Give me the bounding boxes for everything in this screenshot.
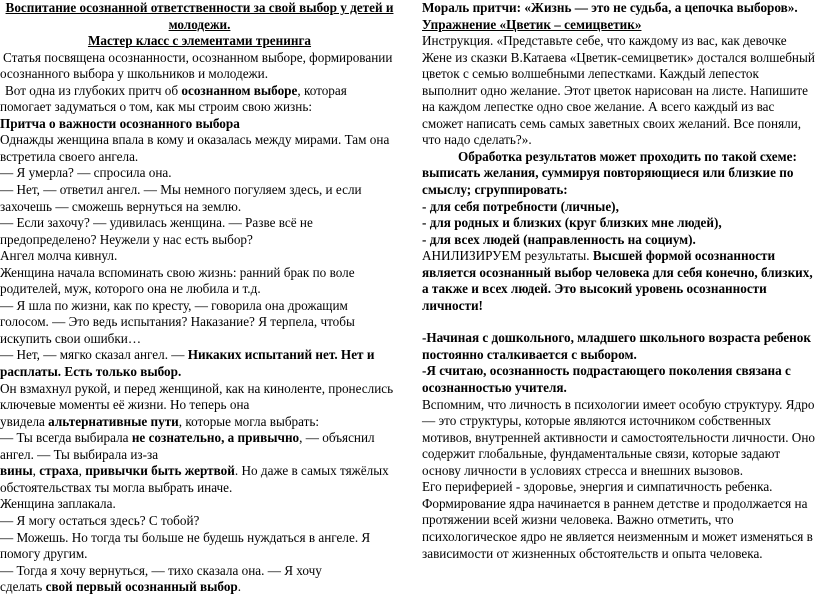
list-item: - для всех людей (направленность на социум). <box>422 231 696 247</box>
story-line: — Нет, — ответил ангел. — Мы немного погуляем здесь, и если захочешь — сможешь вернуться на землю. <box>0 182 362 214</box>
story-line: Он взмахнул рукой, и перед женщиной, как на киноленте, пронеслись ключевые моменты её жизни. Но теперь она <box>0 380 394 413</box>
left-column <box>0 0 399 596</box>
moral-line: Мораль притчи: «Жизнь — это не судьба, а цепочка выборов». <box>422 0 798 15</box>
story-line: сделать свой первый осознанный выбор. <box>0 579 242 595</box>
story-line: Женщина заплакала. <box>0 496 116 512</box>
processing-paragraph: Обработка результатов может проходить по такой схеме: выписать желания, суммируя повторяющиеся или близкие по смыслу; сгруппировать: <box>422 148 797 198</box>
story-line: — Я умерла? — спросила она. <box>0 165 172 181</box>
document-subtitle: Мастер класс с элементами тренинга <box>87 33 312 49</box>
list-item: - для себя потребности (личные), <box>422 198 619 214</box>
bold-statement: -Я считаю, осознанность подрастающего поколения связана с осознанностью учителя. <box>422 363 791 396</box>
story-line: Ангел молча кивнул. <box>0 248 118 264</box>
story-line: — Я могу остаться здесь? С тобой? <box>0 512 200 528</box>
emphasis-conscious-choice: осознанном выборе <box>181 82 298 98</box>
intro-paragraph: Статья посвящена осознанности, осознанном выборе, формировании осознанного выбора у школьников и молодежи. <box>0 49 393 82</box>
parable-title: Притча о важности осознанного выбора <box>0 115 240 131</box>
periphery-line: Его периферией - здоровье, энергия и симпатичность ребенка. <box>422 479 773 495</box>
analyze-paragraph: АНИЛИЗИРУЕМ результаты. Высшей формой осознанности является осознанный выбор человека для себя конечно, близких, а также и всех людей. Это высокий уровень осознанности личности! <box>422 248 813 313</box>
story-line: Однажды женщина впала в кому и оказалась между мирами. Там она встретила своего ангела. <box>0 132 390 164</box>
list-item: - для родных и близких (круг близких мне людей), <box>422 215 722 231</box>
story-line: — Можешь. Но тогда ты больше не будешь нуждаться в ангеле. Я помогу другим. <box>0 529 371 562</box>
story-line: — Если захочу? — удивилась женщина. — Разве всё не предопределено? Неужели у нас есть выбор? <box>0 215 313 247</box>
story-line: вины, страха, привычки быть жертвой. Но даже в самых тяжёлых обстоятельствах ты могла выбрать иначе. <box>0 463 389 495</box>
story-line: — Тогда я хочу вернуться, — тихо сказала она. — Я хочу <box>0 562 322 578</box>
exercise-title: Упражнение «Цветик – семицветик» <box>422 16 642 32</box>
core-paragraph: Вспомним, что личность в психологии имеет особую структуру. Ядро — это структуры, которые являются источником собственных мотивов, внутренней активности и самостоятельности личности. Оно содержит глобальные, фундаментальные связи, которые задают основу личности в условиях стресса и внешних вызовов. <box>422 396 815 478</box>
instruction-paragraph: Инструкция. «Представьте себе, что каждому из вас, как девочке Жене из сказки В.Катаева «Цветик-семицветик» достался волшебный цветок с семью волшебными лепестками. Каждый лепесток выполнит одно желание. Этот цветок нарисован на листе. Напишите на каждом лепестке одно свое желание. А всего каждый из вас сможет написать семь самых заветных своих желаний. Все поняли, что надо сделать?». <box>422 33 815 148</box>
story-line: — Я шла по жизни, как по кресту, — говорила она дрожащим голосом. — Это ведь испытания? Наказание? Я терпела, чтобы искупить свои ошибки… <box>0 297 355 346</box>
bold-statement: -Начиная с дошкольного, младшего школьного возраста ребенок постоянно сталкивается с выбором. <box>422 330 811 362</box>
story-line: Женщина начала вспоминать свою жизнь: ранний брак по воле родителей, муж, которого она не любила и т.д. <box>0 264 355 297</box>
story-line: увидела альтернативные пути, которые могла выбрать: <box>0 413 320 429</box>
story-line: — Ты всегда выбирала не сознательно, а привычно, — объяснил ангел. — Ты выбирала из-за <box>0 430 375 462</box>
parable-intro: Вот одна из глубоких притч об осознанном выборе, которая помогает задуматься о том, как мы строим свою жизнь: <box>0 82 347 115</box>
angel-answer-bold: Никаких испытаний нет. Нет и расплаты. Есть только выбор. <box>0 347 375 380</box>
core-development-paragraph: Формирование ядра начинается в раннем детстве и продолжается на протяжении всей жизни человека. Важно отметить, что психологическое ядро не является неизменным и может изменяться в зависимости от жизненных обстоятельств и опыта человека. <box>422 495 813 561</box>
document-title: Воспитание осознанной ответственности за свой выбор у детей и молодежи. <box>5 0 394 32</box>
story-line: — Нет, — мягко сказал ангел. — Никаких испытаний нет. Нет и расплаты. Есть только выбор. <box>0 347 375 380</box>
spacer <box>422 314 816 330</box>
right-column <box>422 0 816 562</box>
